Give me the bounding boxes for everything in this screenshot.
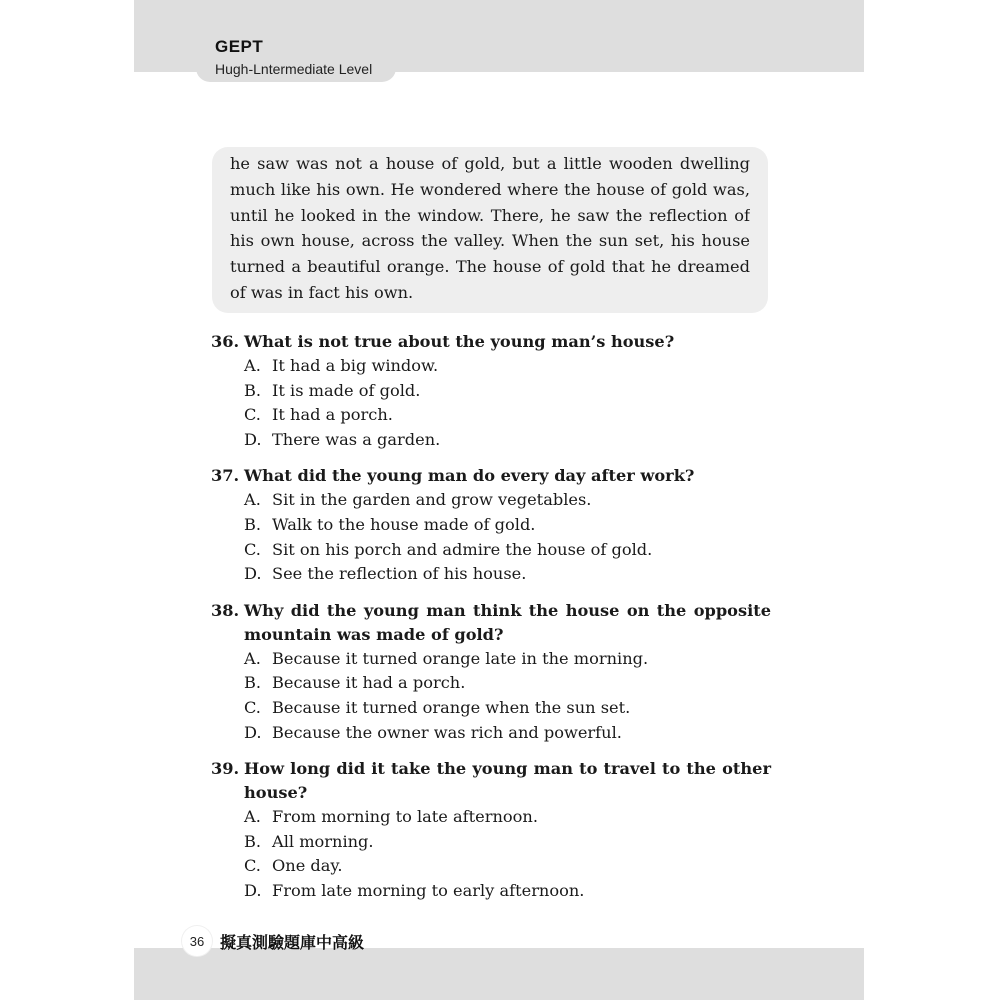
passage-line: he saw was not a house of gold, but a little wooden dwelling bbox=[230, 154, 750, 173]
question-stem bbox=[211, 599, 771, 647]
passage-line: his own house, across the valley. When the sun set, his house bbox=[230, 231, 750, 251]
page bbox=[134, 0, 864, 1000]
question-38 bbox=[211, 599, 771, 745]
option-letter: C. bbox=[244, 539, 261, 559]
option-text: Because the owner was rich and powerful. bbox=[272, 722, 622, 742]
page-number: 36 bbox=[182, 926, 212, 956]
option-text: It is made of gold. bbox=[272, 380, 421, 400]
question-number: 38. bbox=[211, 600, 240, 620]
option-c bbox=[211, 403, 771, 428]
passage-line: of was in fact his own. bbox=[230, 282, 414, 302]
option-letter: A. bbox=[244, 648, 261, 668]
passage-line: until he looked in the window. There, he saw the reflection of bbox=[230, 205, 750, 225]
header-subtitle: Hugh-Lntermediate Level bbox=[215, 61, 373, 77]
option-a bbox=[211, 805, 771, 830]
option-letter: C. bbox=[244, 405, 261, 425]
option-letter: D. bbox=[244, 564, 262, 584]
option-letter: B. bbox=[244, 380, 262, 400]
option-letter: D. bbox=[244, 880, 262, 900]
option-c bbox=[211, 854, 771, 879]
option-letter: B. bbox=[244, 673, 262, 693]
option-text: It had a porch. bbox=[272, 405, 393, 425]
option-a bbox=[211, 354, 771, 379]
option-b bbox=[211, 830, 771, 855]
option-text: There was a garden. bbox=[272, 429, 441, 449]
option-text: Because it turned orange late in the morning. bbox=[272, 648, 649, 668]
option-d bbox=[211, 562, 771, 587]
question-37 bbox=[211, 464, 771, 586]
option-d bbox=[211, 879, 771, 904]
option-letter: A. bbox=[244, 807, 261, 827]
option-d bbox=[211, 428, 771, 453]
question-number: 39. bbox=[211, 759, 240, 779]
option-letter: D. bbox=[244, 722, 262, 742]
option-text: From late morning to early afternoon. bbox=[272, 880, 585, 900]
option-d bbox=[211, 721, 771, 746]
option-text: One day. bbox=[272, 856, 343, 876]
question-text: What is not true about the young man’s house? bbox=[244, 332, 675, 351]
option-b bbox=[211, 513, 771, 538]
passage-line: much like his own. He wondered where the house of gold was, bbox=[230, 179, 750, 199]
option-text: Because it had a porch. bbox=[272, 673, 466, 693]
question-text: How long did it take the young man to travel to the other house? bbox=[244, 759, 771, 803]
option-c bbox=[211, 538, 771, 563]
option-text: Sit on his porch and admire the house of gold. bbox=[272, 539, 653, 559]
question-text: What did the young man do every day after work? bbox=[244, 466, 695, 486]
option-text: Sit in the garden and grow vegetables. bbox=[272, 490, 592, 510]
option-text: See the reflection of his house. bbox=[272, 564, 527, 584]
question-text: Why did the young man think the house on the opposite mountain was made of gold? bbox=[244, 600, 771, 644]
option-letter: C. bbox=[244, 856, 261, 876]
option-letter: A. bbox=[244, 490, 261, 510]
option-text: It had a big window. bbox=[272, 356, 439, 375]
passage-line: turned a beautiful orange. The house of gold that he dreamed bbox=[230, 257, 750, 277]
question-stem bbox=[211, 757, 771, 805]
question-36 bbox=[211, 330, 771, 452]
option-b bbox=[211, 671, 771, 696]
option-text: All morning. bbox=[272, 831, 374, 851]
question-stem bbox=[211, 464, 771, 488]
option-a bbox=[211, 488, 771, 513]
question-stem bbox=[211, 330, 771, 354]
option-letter: A. bbox=[244, 356, 261, 375]
option-letter: B. bbox=[244, 514, 262, 534]
option-text: From morning to late afternoon. bbox=[272, 807, 538, 827]
option-text: Walk to the house made of gold. bbox=[272, 514, 536, 534]
question-number: 36. bbox=[211, 332, 240, 351]
option-c bbox=[211, 696, 771, 721]
header-title: GEPT bbox=[215, 37, 264, 56]
option-letter: D. bbox=[244, 429, 262, 449]
reading-passage bbox=[212, 147, 768, 313]
footer-band bbox=[134, 948, 864, 1000]
option-a bbox=[211, 647, 771, 672]
option-text: Because it turned orange when the sun set. bbox=[272, 697, 631, 717]
question-39 bbox=[211, 757, 771, 903]
question-list bbox=[211, 330, 771, 916]
option-b bbox=[211, 379, 771, 404]
option-letter: C. bbox=[244, 697, 261, 717]
option-letter: B. bbox=[244, 831, 262, 851]
book-title: 擬真測驗題庫中高級 bbox=[220, 933, 365, 952]
question-number: 37. bbox=[211, 466, 240, 486]
